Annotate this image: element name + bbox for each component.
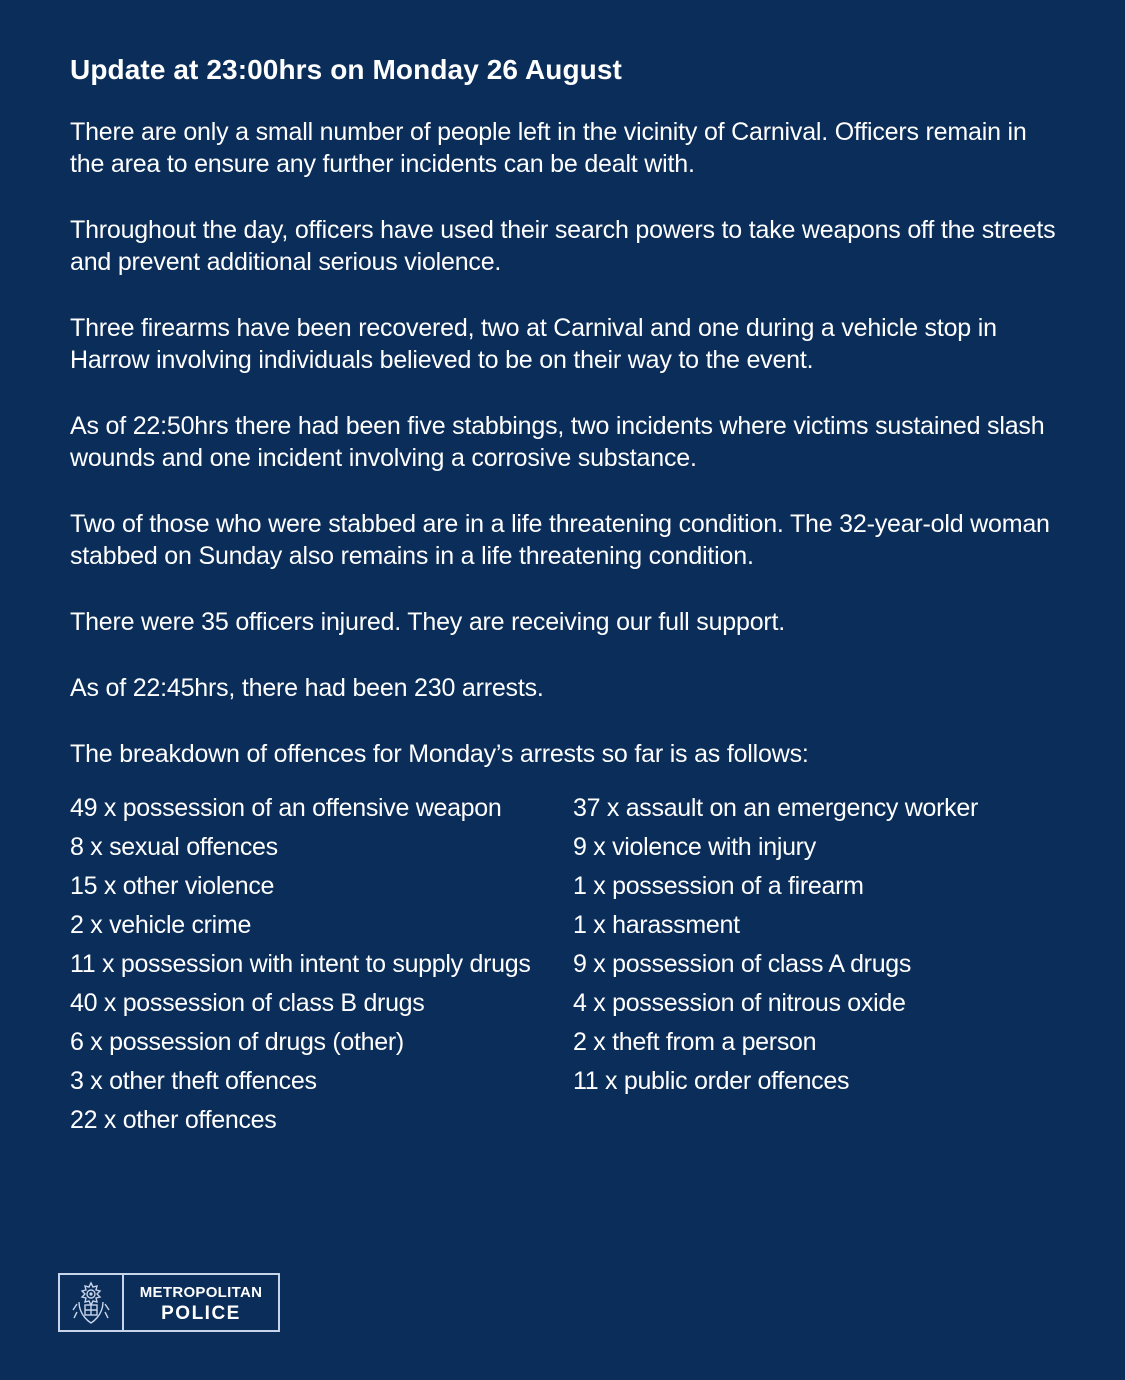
logo-metropolitan: METROPOLITAN (139, 1283, 263, 1301)
offence-item: 2 x vehicle crime (70, 911, 252, 939)
offence-item-empty (573, 1104, 1043, 1137)
met-police-logo (58, 1273, 280, 1332)
offence-item: 6 x possession of drugs (other) (70, 1028, 404, 1056)
paragraph-firearms: Three firearms have been recovered, two at Carnival and one during a vehicle stop in Harrow involving individuals believed to be on their way to the event. (70, 314, 997, 374)
offence-item: 22 x other offences (70, 1106, 277, 1134)
offence-item: 11 x possession with intent to supply drugs (70, 950, 531, 978)
press-update (70, 50, 1060, 1137)
paragraph-condition: Two of those who were stabbed are in a life threatening condition. The 32-year-old woman stabbed on Sunday also remains in a life threatening condition. (70, 510, 1050, 570)
offence-item: 2 x theft from a person (573, 1028, 817, 1056)
offence-item: 4 x possession of nitrous oxide (573, 989, 906, 1017)
offence-item: 1 x harassment (573, 911, 740, 939)
met-police-crest-icon (60, 1275, 124, 1330)
offence-item: 40 x possession of class B drugs (70, 989, 425, 1017)
offence-item: 9 x possession of class A drugs (573, 950, 912, 978)
offence-item: 15 x other violence (70, 872, 275, 900)
update-heading: Update at 23:00hrs on Monday 26 August (70, 54, 622, 85)
offences-list (70, 792, 1060, 1137)
offence-item: 37 x assault on an emergency worker (573, 794, 978, 822)
logo-wordmark (124, 1275, 278, 1330)
paragraph-arrests: As of 22:45hrs, there had been 230 arrests. (70, 674, 544, 702)
paragraph-officers-injured: There were 35 officers injured. They are receiving our full support. (70, 608, 786, 636)
logo-police: POLICE (161, 1302, 241, 1324)
offence-item: 3 x other theft offences (70, 1067, 317, 1095)
paragraph-stabbings: As of 22:50hrs there had been five stabbings, two incidents where victims sustained slash wounds and one incident involving a corrosive substance. (70, 412, 1045, 472)
paragraph-crowd: There are only a small number of people left in the vicinity of Carnival. Officers remain in the area to ensure any further incidents can be dealt with. (70, 118, 1027, 178)
offence-item: 8 x sexual offences (70, 833, 278, 861)
paragraph-search-powers: Throughout the day, officers have used their search powers to take weapons off the streets and prevent additional serious violence. (70, 216, 1056, 276)
offence-item: 49 x possession of an offensive weapon (70, 794, 502, 822)
offence-item: 9 x violence with injury (573, 833, 816, 861)
offence-item: 11 x public order offences (573, 1067, 850, 1095)
breakdown-intro: The breakdown of offences for Monday’s arrests so far is as follows: (70, 740, 809, 768)
offence-item: 1 x possession of a firearm (573, 872, 864, 900)
